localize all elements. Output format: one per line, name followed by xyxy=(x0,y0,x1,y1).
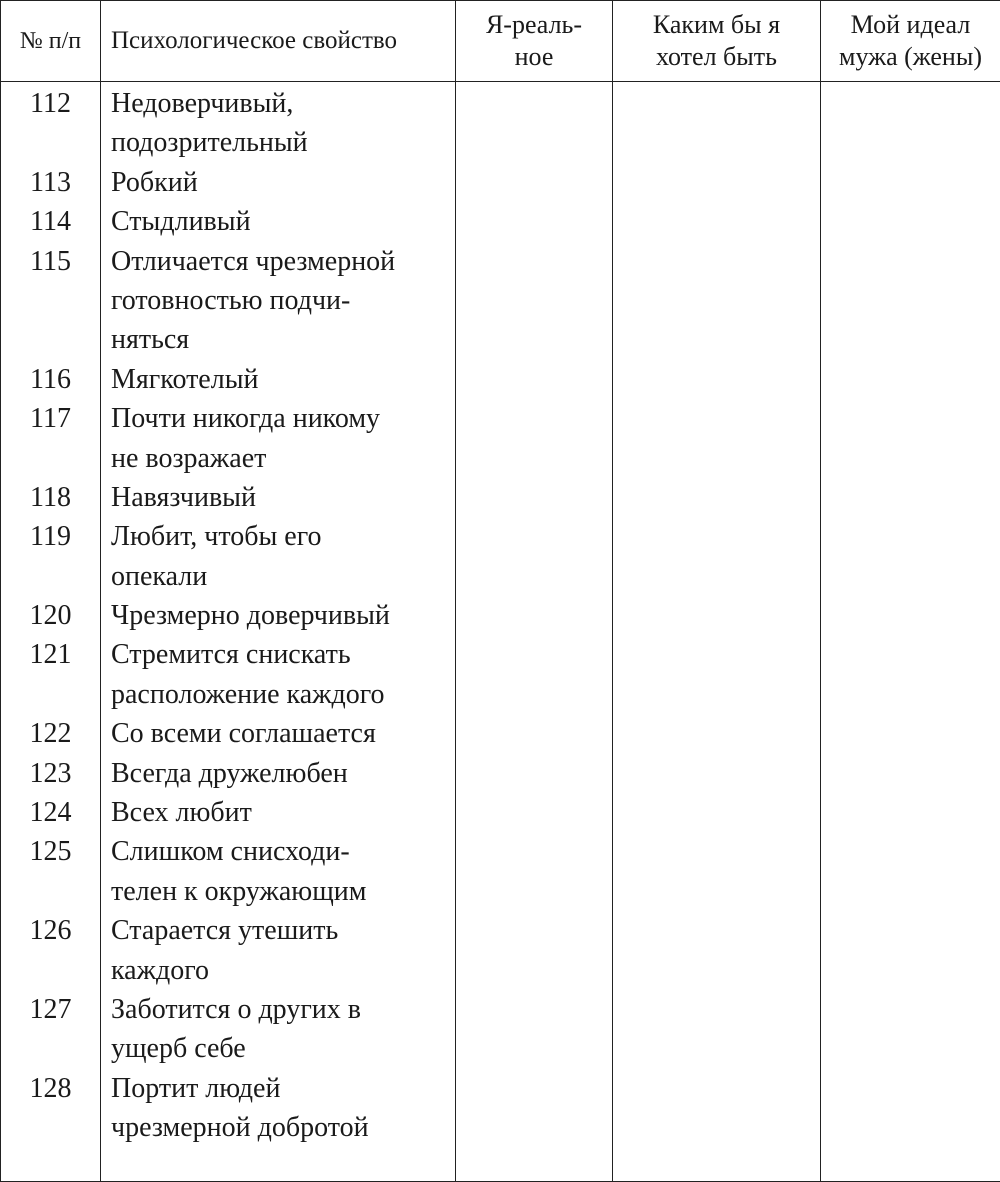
header-real-self-line2: ное xyxy=(514,42,554,71)
property-text-line: Всегда дружелюбен xyxy=(111,757,348,789)
row-number: 123 xyxy=(29,757,72,789)
row-number: 115 xyxy=(30,245,71,277)
row-number-spacer xyxy=(1,320,100,359)
property-text-line: телен к окружающим xyxy=(111,875,367,907)
row-number: 121 xyxy=(29,639,72,671)
table-header-row xyxy=(1,1,1000,82)
row-number: 122 xyxy=(29,718,72,750)
property-text-line: Слишком снисходи- xyxy=(111,836,350,868)
header-real-self-line1: Я-реаль- xyxy=(485,10,583,39)
property-text-line: Навязчивый xyxy=(111,481,256,513)
property-column xyxy=(101,82,456,1182)
row-number: 117 xyxy=(30,403,71,435)
property-text-line: расположение каждого xyxy=(111,678,385,710)
property-text-line: Всех любит xyxy=(111,797,252,829)
header-ideal-spouse xyxy=(821,1,1000,82)
header-number: № п/п xyxy=(1,1,101,82)
ideal-spouse-column[interactable] xyxy=(821,82,1000,1182)
row-number-spacer xyxy=(1,675,100,714)
header-desired-self-line2: хотел быть xyxy=(656,42,777,71)
row-number: 116 xyxy=(30,363,71,395)
row-number: 118 xyxy=(30,481,71,513)
desired-self-column[interactable] xyxy=(613,82,821,1182)
property-text-line: Робкий xyxy=(111,166,198,198)
row-number-spacer xyxy=(1,281,100,320)
real-self-column[interactable] xyxy=(456,82,613,1182)
row-number-spacer xyxy=(1,951,100,990)
property-text-line: Стремится снискать xyxy=(111,639,351,671)
property-text-line: подозрительный xyxy=(111,127,308,159)
row-number: 113 xyxy=(30,166,71,198)
row-number: 125 xyxy=(29,836,72,868)
property-text-line: няться xyxy=(111,324,190,356)
row-number-spacer xyxy=(1,872,100,911)
property-text-line: готовностью подчи- xyxy=(111,284,351,316)
table-body-row xyxy=(1,82,1000,1182)
row-number: 114 xyxy=(30,206,71,238)
row-number: 127 xyxy=(29,993,72,1025)
row-number: 120 xyxy=(29,600,72,632)
row-number-spacer xyxy=(1,123,100,162)
header-ideal-spouse-line2: мужа (жены) xyxy=(839,42,982,71)
property-text-line: Почти никогда никому xyxy=(111,403,381,435)
number-column xyxy=(1,82,101,1182)
property-text-line: Чрезмерно доверчивый xyxy=(111,600,390,632)
property-text-line: Отличается чрезмерной xyxy=(111,245,396,277)
header-desired-self-line1: Каким бы я xyxy=(652,10,781,39)
row-number-spacer xyxy=(1,557,100,596)
property-text-line: Недоверчивый, xyxy=(111,88,294,119)
row-number-spacer xyxy=(1,1108,100,1147)
property-text-line: опекали xyxy=(111,560,208,592)
header-ideal-spouse-line1: Мой идеал xyxy=(850,10,971,39)
property-text-line: Со всеми соглашается xyxy=(111,718,376,750)
row-number: 128 xyxy=(29,1072,72,1104)
row-number-spacer xyxy=(1,1029,100,1068)
property-text-line: ущерб себе xyxy=(111,1033,246,1065)
header-real-self xyxy=(456,1,613,82)
property-text-line: Старается утешить xyxy=(111,915,339,947)
property-text-line: чрезмерной добротой xyxy=(111,1112,369,1144)
row-number: 124 xyxy=(29,797,72,829)
row-number: 119 xyxy=(30,521,71,553)
property-text-line: каждого xyxy=(111,954,209,986)
property-text-line: Мягкотелый xyxy=(111,363,259,395)
property-text-line: Портит людей xyxy=(111,1072,281,1104)
property-text-line: Стыдливый xyxy=(111,206,251,238)
row-number: 126 xyxy=(29,915,72,947)
property-text-line: Заботится о других в xyxy=(111,993,362,1025)
property-text-line: Любит, чтобы его xyxy=(111,521,322,553)
header-property: Психологическое свойство xyxy=(101,1,456,82)
row-number-spacer xyxy=(1,439,100,478)
row-number: 112 xyxy=(30,88,71,119)
header-desired-self xyxy=(613,1,821,82)
property-text-line: не возражает xyxy=(111,442,267,474)
